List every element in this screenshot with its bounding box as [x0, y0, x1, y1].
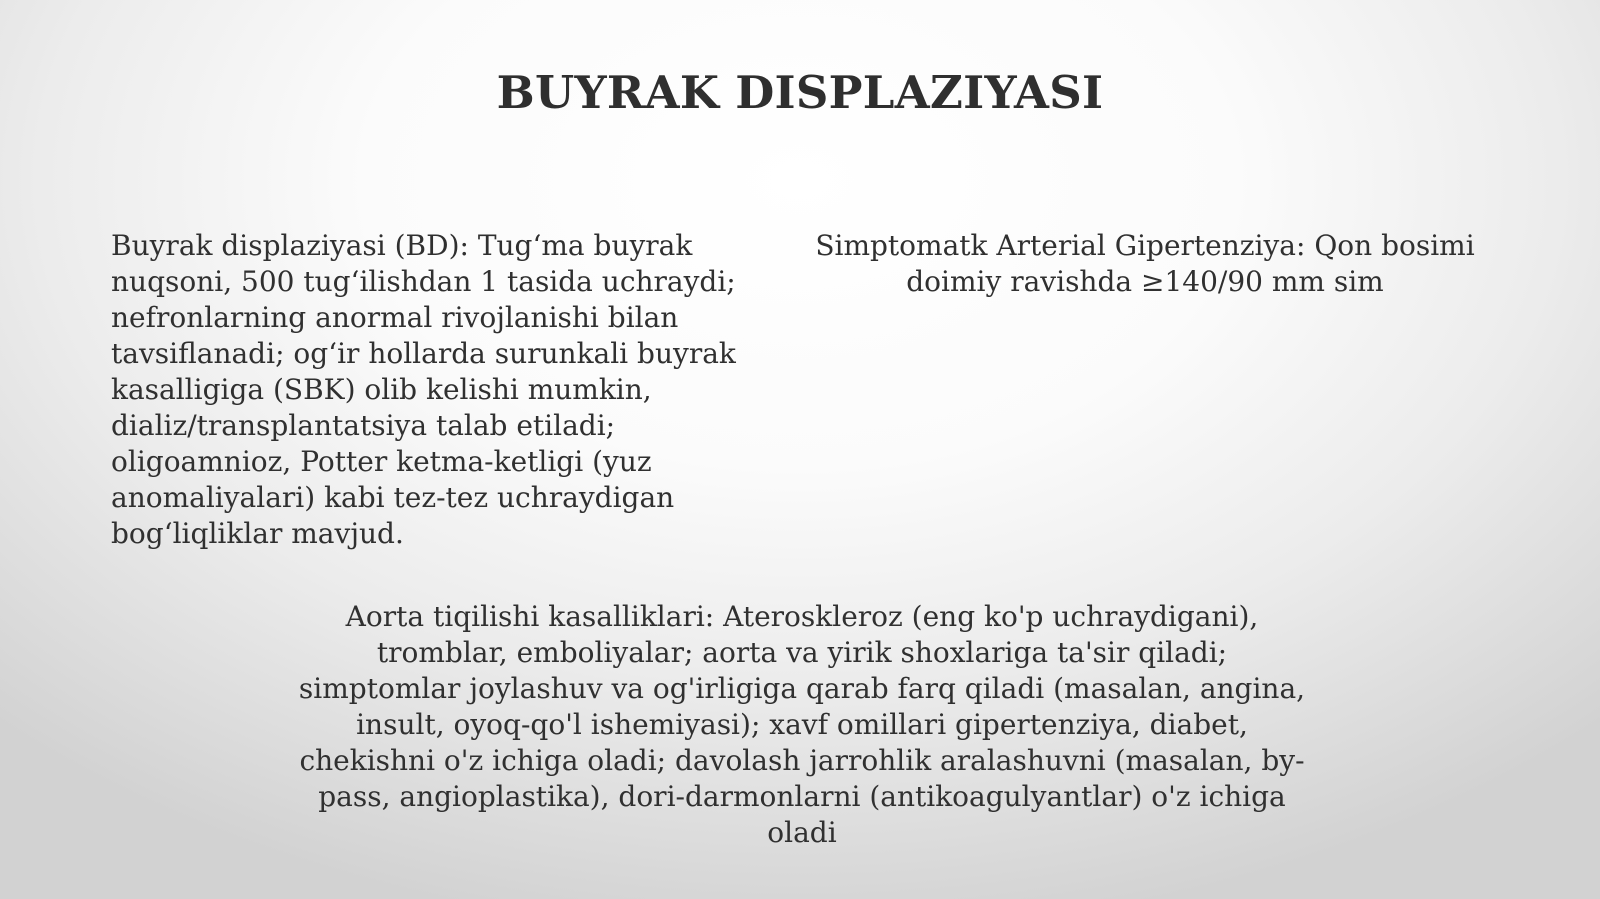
bottom-text-block: Aorta tiqilishi kasalliklari: Ateroskleroz (eng ko'p uchraydigani), tromblar, emboliyalar; aorta va yirik shoxlariga ta'sir qiladi; simptomlar joylashuv va og'irligiga qarab farq qiladi (masalan, angina, insult, oyoq-qo'l ishemiyasi); xavf omillari gipertenziya, diabet, chekishni o'z ichiga oladi; davolash jarrohlik aralashuvni (masalan, by- pass, angioplastika), dori-darmonlarni (antikoagulyantlar) o'z ichiga oladi: [298, 600, 1306, 849]
left-text-block: Buyrak displaziyasi (BD): Tug‘ma buyrak nuqsoni, 500 tug‘ilishdan 1 tasida uchraydi; nefronlarning anormal rivojlanishi bilan tavsiflanadi; og‘ir hollarda surunkali buyrak kasalligiga (SBK) olib kelishi mumkin, dializ/transplantatsiya talab etiladi; oligoamnioz, Potter ketma-ketligi (yuz anomaliyalari) kabi tez-tez uchraydigan bog‘liqliklar mavjud.: [111, 229, 736, 550]
slide-title: BUYRAK DISPLAZIYASI: [496, 66, 1104, 119]
right-text-block: Simptomatk Arterial Gipertenziya: Qon bosimi doimiy ravishda ≥140/90 mm sim: [815, 229, 1475, 298]
